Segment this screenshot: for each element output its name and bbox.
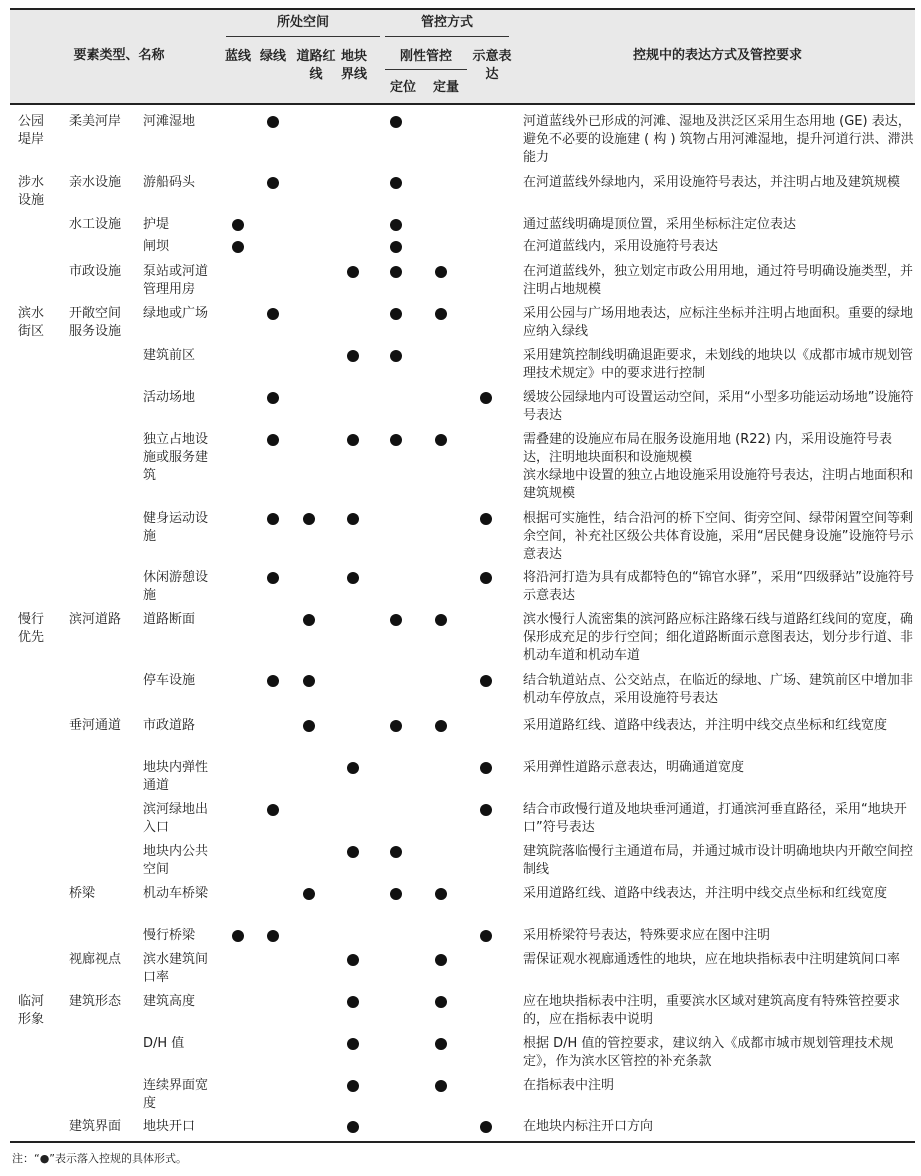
row-description: 采用公园与广场用地表达，应标注坐标并注明占地面积。重要的绿地应纳入绿线 [523,306,914,339]
mark-dot-plot [347,954,359,966]
mark-dot-green [267,930,279,942]
row-description: 结合市政慢行道及地块垂河通道，打通滨河垂直路径，采用“地块开口”符号表达 [523,802,907,835]
row-item-label: 活动场地 [143,390,196,405]
row-description: 根据可实施性，结合沿河的桥下空间、街旁空间、绿带闲置空间等剩余空间，补充社区级公共体育设施，采用“居民健身设施”设施符号示意表达 [523,511,914,562]
row-description: 缓坡公园绿地内可设置运动空间，采用“小型多功能运动场地”设施符号表达 [523,390,914,423]
mark-dot-ind [480,513,492,525]
mark-dot-plot [347,1080,359,1092]
subgroup-label: 亲水设施 [69,175,122,190]
row-item-label: 建筑高度 [143,994,196,1009]
header-quantity: 定量 [432,80,459,95]
mark-dot-green [267,308,279,320]
mark-dot-ind [480,1121,492,1133]
row-item-label: 机动车桥梁 [143,886,209,901]
mark-dot-pos [390,116,402,128]
row-description: 需叠建的设施应布局在服务设施用地 (R22) 内，采用设施符号表达，注明地块面积和设施规模 [523,432,892,465]
mark-dot-blue [232,219,244,231]
mark-dot-green [267,804,279,816]
mark-dot-pos [390,350,402,362]
mark-dot-plot [347,1038,359,1050]
header-element-type: 要素类型、名称 [73,48,165,63]
row-description: 根据 D/H 值的管控要求，建议纳入《成都市城市规划管理技术规定》，作为滨水区管控的补充条款 [523,1036,894,1069]
mark-dot-red [303,614,315,626]
row-description: 在指标表中注明 [523,1078,615,1093]
mark-dot-ind [480,675,492,687]
header-control-rule [385,36,509,37]
header-rigid-rule [385,69,467,70]
row-item-label: 绿地或广场 [143,306,209,321]
mark-dot-red [303,888,315,900]
header-space-rule [226,36,380,37]
mark-dot-plot [347,1121,359,1133]
mark-dot-plot [347,572,359,584]
mark-dot-plot [347,762,359,774]
header-road-red-line: 道路红线 [296,49,336,82]
row-description: 采用道路红线、道路中线表达，并注明中线交点坐标和红线宽度 [523,886,888,901]
row-item-label: 泵站或河道管理用房 [143,264,209,297]
footnote: 注：“●”表示落入控规的具体形式。 [12,1152,187,1165]
subgroup-label: 市政设施 [69,264,122,279]
table-header-rule [10,103,915,105]
subgroup-label: 柔美河岸 [69,114,122,129]
row-description-extra: 滨水绿地中设置的独立占地设施采用设施符号表达，注明占地面积和建筑规模 [523,468,914,501]
row-description: 河道蓝线外已形成的河滩、湿地及洪泛区采用生态用地 (GE) 表达，避免不必要的设施建 ( 构 ) 筑物占用河滩湿地，提升河道行洪、滞洪能力 [523,114,914,165]
mark-dot-green [267,513,279,525]
row-item-label: 河滩湿地 [143,114,196,129]
header-rigid-control: 刚性管控 [399,49,452,64]
mark-dot-plot [347,266,359,278]
mark-dot-pos [390,614,402,626]
header-expression: 控规中的表达方式及管控要求 [632,48,802,63]
mark-dot-green [267,434,279,446]
group-label: 临河形象 [18,994,45,1027]
row-item-label: 滨水建筑间口率 [143,952,209,985]
row-description: 建筑院落临慢行主通道布局，并通过城市设计明确地块内开敞空间控制线 [523,844,914,877]
row-item-label: 护堤 [143,217,170,232]
mark-dot-pos [390,266,402,278]
mark-dot-pos [390,720,402,732]
mark-dot-plot [347,996,359,1008]
subgroup-label: 建筑界面 [69,1119,122,1134]
row-item-label: 连续界面宽度 [143,1078,209,1111]
mark-dot-blue [232,930,244,942]
header-control-group: 管控方式 [420,15,473,30]
row-description: 在地块内标注开口方向 [523,1119,654,1134]
mark-dot-blue [232,241,244,253]
row-description: 在河道蓝线外绿地内，采用设施符号表达，并注明占地及建筑规模 [523,175,901,190]
header-indicative: 示意表达 [472,49,512,82]
mark-dot-ind [480,762,492,774]
mark-dot-pos [390,434,402,446]
mark-dot-ind [480,930,492,942]
row-item-label: 道路断面 [143,612,196,627]
mark-dot-green [267,116,279,128]
mark-dot-pos [390,308,402,320]
mark-dot-qty [435,1038,447,1050]
mark-dot-pos [390,888,402,900]
mark-dot-plot [347,434,359,446]
group-label: 涉水设施 [18,175,45,208]
row-item-label: 地块内弹性通道 [143,760,209,793]
mark-dot-green [267,177,279,189]
mark-dot-red [303,720,315,732]
row-item-label: 闸坝 [143,239,170,254]
row-item-label: 地块内公共空间 [143,844,209,877]
mark-dot-ind [480,392,492,404]
row-description: 在河道蓝线内，采用设施符号表达 [523,239,719,254]
row-item-label: 慢行桥梁 [143,928,196,943]
header-positioning: 定位 [389,80,416,95]
mark-dot-red [303,675,315,687]
mark-dot-qty [435,308,447,320]
row-description: 滨水慢行人流密集的滨河路应标注路缘石线与道路红线间的宽度，确保形成充足的步行空间；细化道路断面示意图表达，划分步行道、非机动车道和机动车道 [523,612,914,663]
subgroup-label: 桥梁 [69,886,96,901]
mark-dot-green [267,572,279,584]
mark-dot-green [267,392,279,404]
row-item-label: 休闲游憩设施 [143,570,209,603]
mark-dot-plot [347,350,359,362]
row-item-label: 独立占地设施或服务建筑 [143,432,209,483]
row-item-label: 建筑前区 [143,348,196,363]
row-description: 在河道蓝线外，独立划定市政公用用地，通过符号明确设施类型，并注明占地规模 [523,264,914,297]
mark-dot-qty [435,614,447,626]
row-description: 采用道路红线、道路中线表达，并注明中线交点坐标和红线宽度 [523,718,888,733]
mark-dot-red [303,513,315,525]
mark-dot-qty [435,720,447,732]
row-description: 通过蓝线明确堤顶位置，采用坐标标注定位表达 [523,217,797,232]
mark-dot-qty [435,888,447,900]
group-label: 慢行优先 [18,612,45,645]
row-item-label: 健身运动设施 [143,511,209,544]
mark-dot-plot [347,513,359,525]
header-space-group: 所处空间 [276,15,329,30]
row-item-label: D/H 值 [143,1036,185,1051]
mark-dot-qty [435,434,447,446]
row-item-label: 滨河绿地出入口 [143,802,209,835]
mark-dot-ind [480,572,492,584]
subgroup-label: 开敞空间服务设施 [69,306,122,339]
row-description: 采用桥梁符号表达，特殊要求应在图中注明 [523,928,771,943]
mark-dot-pos [390,241,402,253]
row-item-label: 游船码头 [143,175,196,190]
group-label: 滨水街区 [18,306,45,339]
mark-dot-plot [347,846,359,858]
mark-dot-qty [435,1080,447,1092]
mark-dot-pos [390,846,402,858]
row-description: 将沿河打造为具有成都特色的“锦官水驿”，采用“四级驿站”设施符号示意表达 [523,570,914,603]
mark-dot-pos [390,219,402,231]
mark-dot-green [267,675,279,687]
mark-dot-pos [390,177,402,189]
subgroup-label: 垂河通道 [69,718,122,733]
row-item-label: 地块开口 [143,1119,196,1134]
mark-dot-qty [435,266,447,278]
subgroup-label: 水工设施 [69,217,122,232]
table-bottom-rule [10,1141,915,1143]
row-description: 采用弹性道路示意表达，明确通道宽度 [523,760,745,775]
header-green-line: 绿线 [259,49,286,64]
group-label: 公园堤岸 [18,114,45,147]
row-item-label: 市政道路 [143,718,196,733]
row-description: 结合轨道站点、公交站点，在临近的绿地、广场、建筑前区中增加非机动车停放点，采用设施符号表达 [523,673,914,706]
subgroup-label: 视廊视点 [69,952,122,967]
subgroup-label: 建筑形态 [69,994,122,1009]
mark-dot-ind [480,804,492,816]
mark-dot-qty [435,954,447,966]
header-plot-boundary: 地块界线 [340,49,367,82]
row-description: 应在地块指标表中注明，重要滨水区域对建筑高度有特殊管控要求的，应在指标表中说明 [523,994,901,1027]
subgroup-label: 滨河道路 [69,612,122,627]
row-item-label: 停车设施 [143,673,196,688]
row-description: 需保证观水视廊通透性的地块，应在地块指标表中注明建筑间口率 [523,952,901,967]
row-description: 采用建筑控制线明确退距要求，未划线的地块以《成都市城市规划管理技术规定》中的要求进行控制 [523,348,914,381]
header-blue-line: 蓝线 [224,49,251,64]
mark-dot-qty [435,996,447,1008]
